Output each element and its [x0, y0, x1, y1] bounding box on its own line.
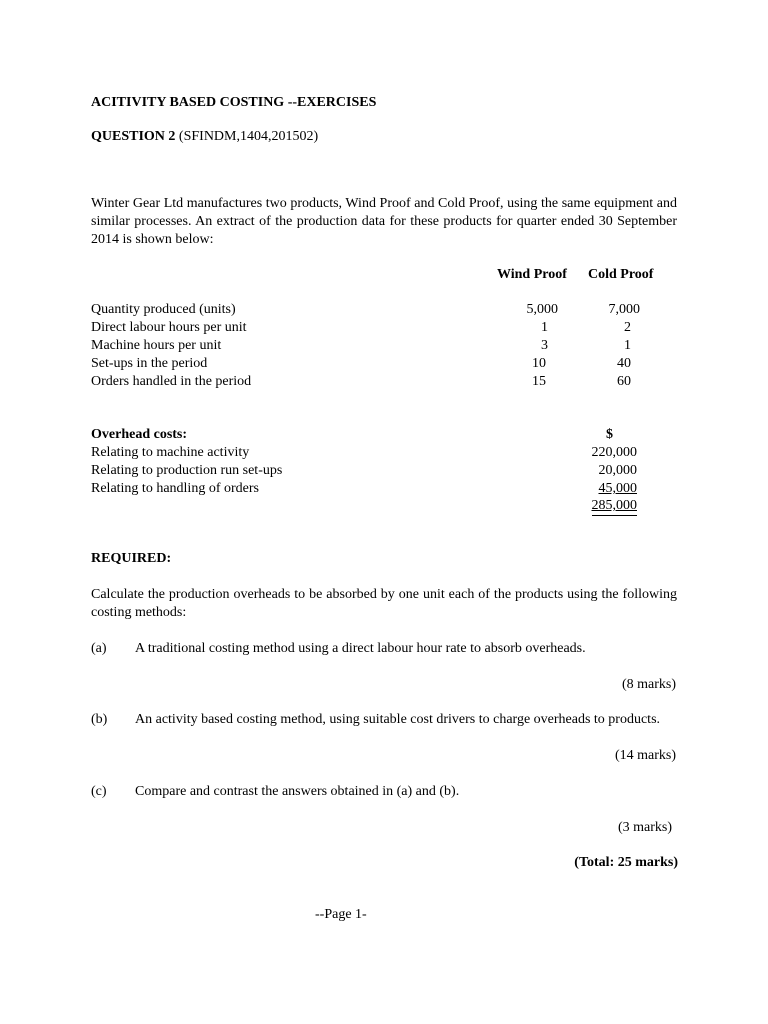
- intro-paragraph: Winter Gear Ltd manufactures two products, Wind Proof and Cold Proof, using the same equipment and similar processes. An extract of the production data for these products for quarter ended 30 September 2014 is shown below:: [91, 196, 677, 247]
- table-cell-cold: 2: [624, 320, 631, 335]
- question-code: (SFINDM,1404,201502): [178, 129, 319, 144]
- overhead-total: 285,000: [592, 498, 638, 516]
- required-instruction: Calculate the production overheads to be absorbed by one unit each of the products using the following costing methods:: [91, 587, 677, 620]
- table-cell-wind: 3: [541, 338, 548, 353]
- table-row-label: Quantity produced (units): [91, 302, 236, 317]
- table-row-label: Orders handled in the period: [91, 374, 252, 389]
- question-label: QUESTION 2: [91, 129, 176, 144]
- column-header-cold-proof: Cold Proof: [588, 267, 654, 282]
- required-heading: REQUIRED:: [91, 551, 172, 566]
- part-c-text: Compare and contrast the answers obtained in (a) and (b).: [135, 784, 460, 799]
- overhead-row-value: 45,000: [598, 481, 637, 496]
- document-title: ACITIVITY BASED COSTING --EXERCISES: [91, 95, 377, 110]
- table-cell-cold: 7,000: [608, 302, 640, 317]
- question-heading: [91, 128, 318, 146]
- table-cell-wind: 1: [541, 320, 548, 335]
- table-row-label: Direct labour hours per unit: [91, 320, 247, 335]
- table-cell-wind: 5,000: [526, 302, 558, 317]
- overhead-row-value: 220,000: [591, 445, 637, 460]
- part-b-text: An activity based costing method, using suitable cost drivers to charge overheads to products.: [135, 712, 661, 727]
- part-a-label: (a): [91, 641, 107, 656]
- total-marks: (Total: 25 marks): [574, 855, 678, 870]
- column-header-wind-proof: Wind Proof: [497, 267, 567, 282]
- part-b-marks: (14 marks): [614, 748, 676, 763]
- table-row-label: Set-ups in the period: [91, 356, 208, 371]
- table-row-label: Machine hours per unit: [91, 338, 222, 353]
- part-c-label: (c): [91, 784, 107, 799]
- overhead-row-value: 20,000: [598, 463, 637, 478]
- currency-symbol: $: [606, 427, 613, 442]
- overhead-row-label: Relating to production run set-ups: [91, 463, 283, 478]
- part-b-label: (b): [91, 712, 108, 727]
- table-cell-cold: 40: [617, 356, 631, 371]
- table-cell-wind: 15: [532, 374, 546, 389]
- part-a-text: A traditional costing method using a direct labour hour rate to absorb overheads.: [135, 641, 586, 656]
- table-cell-cold: 60: [617, 374, 631, 389]
- part-c-marks: (3 marks): [617, 820, 672, 835]
- overhead-row-label: Relating to handling of orders: [91, 481, 259, 496]
- part-a-marks: (8 marks): [621, 677, 676, 692]
- table-cell-wind: 10: [532, 356, 546, 371]
- overhead-heading: Overhead costs:: [91, 427, 188, 442]
- page-footer: --Page 1-: [315, 907, 367, 922]
- table-cell-cold: 1: [624, 338, 631, 353]
- overhead-row-label: Relating to machine activity: [91, 445, 250, 460]
